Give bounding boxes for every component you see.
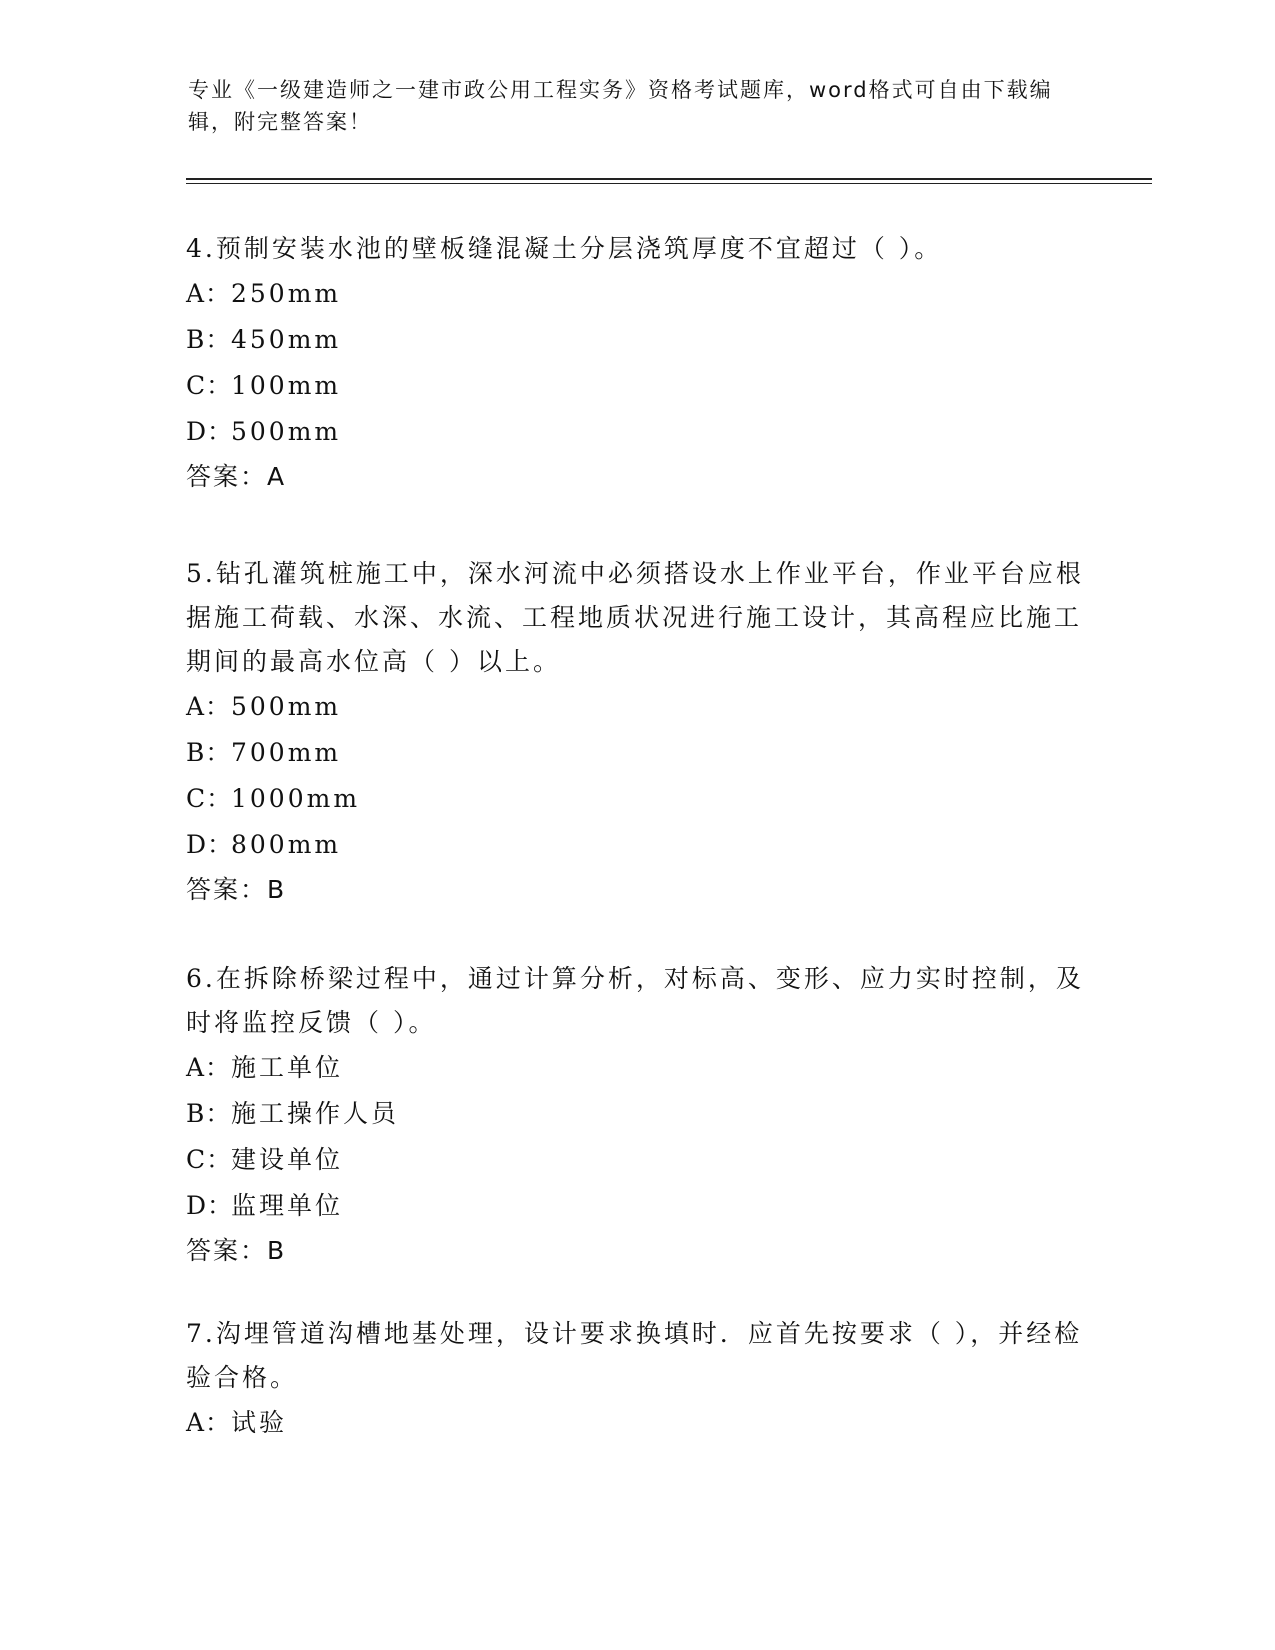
option-letter: D： <box>186 417 234 446</box>
question-text: 5.钻孔灌筑桩施工中，深水河流中必须搭设水上作业平台，作业平台应根据施工荷载、水深、水流、工程地质状况进行施工设计，其高程应比施工期间的最高水位高（ ）以上。 <box>186 559 1084 676</box>
option-letter: C： <box>186 1145 233 1174</box>
question-text: 4.预制安装水池的壁板缝混凝土分层浇筑厚度不宜超过（ ）。 <box>186 234 943 263</box>
option-letter: B： <box>186 738 232 767</box>
answer-label: 答案：A <box>186 462 287 491</box>
option-text: 监理单位 <box>231 1191 344 1220</box>
question-7 <box>186 1312 1086 1446</box>
option-letter: D： <box>186 830 234 859</box>
option-letter: D： <box>186 1191 234 1220</box>
option-a <box>186 684 1086 730</box>
option-b <box>186 1091 1086 1137</box>
question-text: 7.沟埋管道沟槽地基处理，设计要求换填时．应首先按要求（ ），并经检验合格。 <box>186 1319 1083 1392</box>
option-text: 施工单位 <box>231 1053 344 1082</box>
question-5 <box>186 552 1086 912</box>
option-text: 建设单位 <box>231 1145 344 1174</box>
option-d <box>186 1183 1086 1229</box>
option-d <box>186 822 1086 868</box>
option-d <box>186 409 1086 455</box>
option-letter: C： <box>186 784 233 813</box>
option-text: 500mm <box>231 692 342 721</box>
option-letter: B： <box>186 1099 232 1128</box>
option-letter: A： <box>186 1053 232 1082</box>
option-a <box>186 1400 1086 1446</box>
option-b <box>186 317 1086 363</box>
option-text: 1000mm <box>231 784 361 813</box>
option-a <box>186 271 1086 317</box>
option-b <box>186 730 1086 776</box>
option-text: 250mm <box>231 279 342 308</box>
option-letter: B： <box>186 325 232 354</box>
question-6 <box>186 957 1086 1273</box>
option-c <box>186 363 1086 409</box>
question-text: 6.在拆除桥梁过程中，通过计算分析，对标高、变形、应力实时控制，及时将监控反馈（ ）。 <box>186 964 1084 1037</box>
answer-label: 答案：B <box>186 875 287 904</box>
option-letter: A： <box>186 1408 232 1437</box>
header-divider <box>186 178 1152 180</box>
option-text: 800mm <box>231 830 342 859</box>
option-text: 500mm <box>231 417 342 446</box>
option-text: 700mm <box>231 738 342 767</box>
question-4 <box>186 227 1086 499</box>
option-text: 450mm <box>231 325 342 354</box>
option-text: 试验 <box>231 1408 288 1437</box>
option-letter: C： <box>186 371 233 400</box>
option-text: 100mm <box>231 371 342 400</box>
answer-label: 答案：B <box>186 1236 287 1265</box>
option-a <box>186 1045 1086 1091</box>
option-text: 施工操作人员 <box>231 1099 400 1128</box>
option-letter: A： <box>186 692 232 721</box>
header-divider-thin <box>186 183 1152 184</box>
option-c <box>186 1137 1086 1183</box>
option-letter: A： <box>186 279 232 308</box>
option-c <box>186 776 1086 822</box>
document-header: 专业《一级建造师之一建市政公用工程实务》资格考试题库，word格式可自由下载编辑，附完整答案！ <box>188 78 1053 134</box>
